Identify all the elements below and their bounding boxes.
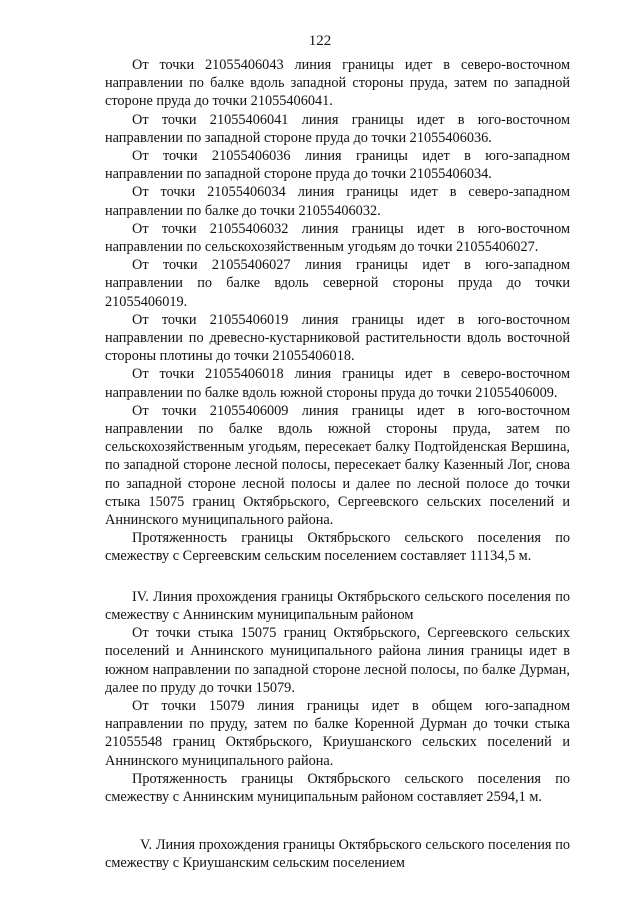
document-body <box>105 56 570 873</box>
paragraph: От точки 21055406041 линия границы идет в юго-восточном направлении по западной стороне пруда до точки 21055406036. <box>105 111 570 146</box>
paragraph: От точки 21055406018 линия границы идет в северо-восточном направлении по балке вдоль южной стороны пруда до точки 21055406009. <box>105 366 570 401</box>
page-number: 122 <box>308 33 332 49</box>
section-heading-v: V. Линия прохождения границы Октябрьского сельского поселения по смежеству с Криушанским сельским поселением <box>105 837 570 872</box>
paragraph: От точки стыка 15075 границ Октябрьского, Сергеевского сельских поселений и Аннинского муниципального района линия границы идет в южном направлении по западной стороне лесной полосы, по балке Дурман, далее по пруду до точки 15079. <box>105 625 570 696</box>
paragraph: От точки 21055406009 линия границы идет в юго-восточном направлении по балке вдоль южной стороны пруда, затем по сельскохозяйственным угодьям, пересекает балку Подтойденская Вершина, по западной стороне лесной полосы, пересекает балку Казенный Лог, снова по западной стороне лесной полосы и далее по лесной полосе до точки стыка 15075 границ Октябрьского, Сергеевского сельских поселений и Аннинского муниципального района. <box>105 402 570 529</box>
paragraph: От точки 15079 линия границы идет в общем юго-западном направлении по пруду, затем по балке Коренной Дурман до точки стыка 21055548 границ Октябрьского, Криушанского сельских поселений и Аннинского муниципального района. <box>105 697 570 769</box>
length-summary-paragraph: Протяженность границы Октябрьского сельского поселения по смежеству с Аннинским муниципальным районом составляет 2594,1 м. <box>105 770 570 805</box>
paragraph: От точки 21055406027 линия границы идет в юго-западном направлении по балке вдоль северной стороны пруда до точки 21055406019. <box>105 257 570 310</box>
paragraph: От точки 21055406036 линия границы идет в юго-западном направлении по западной стороне пруда до точки 21055406034. <box>105 148 570 183</box>
section-heading-iv: IV. Линия прохождения границы Октябрьского сельского поселения по смежеству с Аннинским муниципальным районом <box>105 588 570 623</box>
paragraph: От точки 21055406043 линия границы идет в северо-восточном направлении по балке вдоль западной стороны пруда, затем по западной стороне пруда до точки 21055406041. <box>105 57 570 110</box>
paragraph: От точки 21055406019 линия границы идет в юго-восточном направлении по древесно-кустарниковой растительности вдоль восточной стороны плотины до точки 21055406018. <box>105 311 570 365</box>
paragraph: От точки 21055406034 линия границы идет в северо-западном направлении по балке до точки 21055406032. <box>105 184 570 219</box>
paragraph: От точки 21055406032 линия границы идет в юго-восточном направлении по сельскохозяйственным угодьям до точки 21055406027. <box>105 220 570 256</box>
length-summary-paragraph: Протяженность границы Октябрьского сельского поселения по смежеству с Сергеевским сельским поселением составляет 11134,5 м. <box>105 530 570 565</box>
